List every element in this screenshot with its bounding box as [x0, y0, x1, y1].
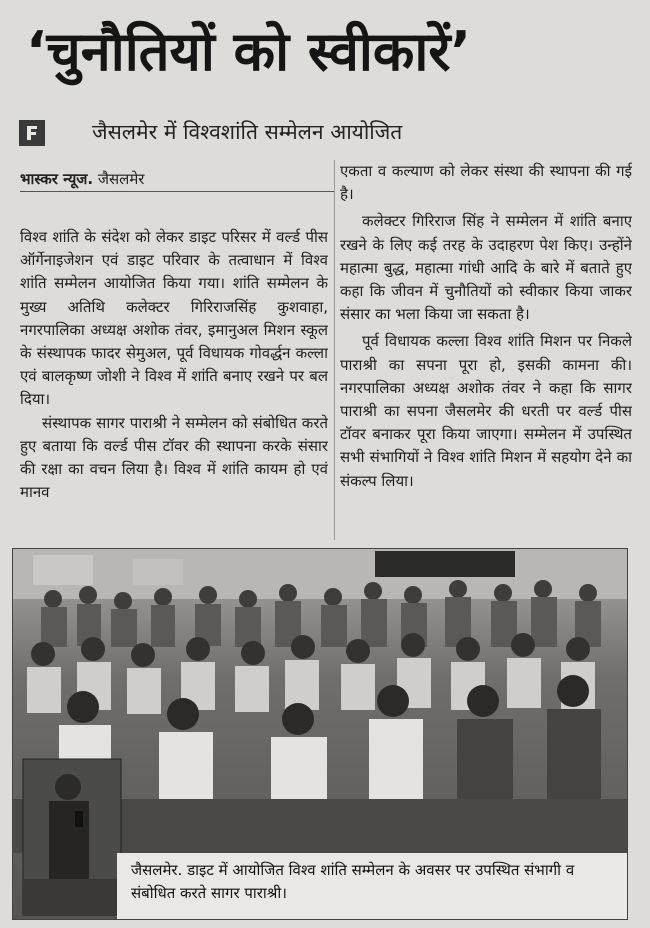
paragraph: एकता व कल्याण को लेकर संस्था की स्थापना की गई है। [340, 162, 632, 204]
paragraph: कलेक्टर गिरिराज सिंह ने सम्मेलन में शांति बनाए रखने के लिए कई तरह के उदाहरण पेश किए। उन्होंने महात्मा बुद्ध, महात्मा गांधी आदि के बारे में बताते हुए कहा कि जीवन में चुनौतियों को स्वीकार किया जाकर संसार का भला किया जा सकता है। [340, 212, 632, 324]
news-bullet-icon [19, 120, 45, 146]
paragraph: संस्थापक सागर पाराश्री ने सम्मेलन को संबोधित करते हुए बताया कि वर्ल्ड पीस टॉवर की स्थापना करके संसार की रक्षा का वचन लिया है। विश्व में शांति कायम हो एवं मानव [20, 413, 328, 502]
byline [20, 166, 320, 192]
subheadline: जैसलमेर में विश्वशांति सम्मेलन आयोजित [92, 120, 403, 144]
byline-place: जैसलमेर [97, 170, 145, 188]
column-divider [334, 160, 335, 540]
paragraph: पूर्व विधायक कल्ला विश्व शांति मिशन पर निकले पाराश्री का सपना पूरा हो, इसकी कामना की। नगरपालिका अध्यक्ष अशोक तंवर ने कहा कि सागर पाराश्री का सपना जैसलमेर की धरती पर वर्ल्ड पीस टॉवर बनाकर पूरा किया जाएगा। सम्मेलन में उपस्थित सभी संभागियों ने विश्व शांति मिशन में सहयोग देने का संकल्प लिया। [340, 332, 632, 490]
byline-rule [20, 191, 334, 192]
byline-source: भास्कर न्यूज. [20, 170, 94, 188]
paragraph: विश्व शांति के संदेश को लेकर डाइट परिसर में वर्ल्ड पीस ऑर्गेनाइजेशन एवं डाइट परिवार के तत्वाधान में विश्व शांति सम्मेलन आयोजित किया गया। शांति सम्मेलन के मुख्य अतिथि कलेक्टर गिरिराजसिंह कुशवाहा, नगरपालिका अध्यक्ष अशोक तंवर, इमानुअल मिशन स्कूल के संस्थापक फादर सेमुअल, पूर्व विधायक गोवर्द्धन कल्ला एवं बालकृष्ण जोशी ने विश्व में शांति बनाए रखने पर बल दिया। [20, 228, 328, 409]
article-column-right [340, 160, 632, 538]
photo-caption: जैसलमेर. डाइट में आयोजित विश्व शांति सम्मेलन के अवसर पर उपस्थित संभागी व संबोधित करते सागर पाराश्री। [117, 853, 627, 919]
article-column-left [20, 226, 328, 536]
news-photo [12, 548, 628, 920]
headline: ‘चुनौतियों को स्वीकारें’ [26, 20, 471, 83]
